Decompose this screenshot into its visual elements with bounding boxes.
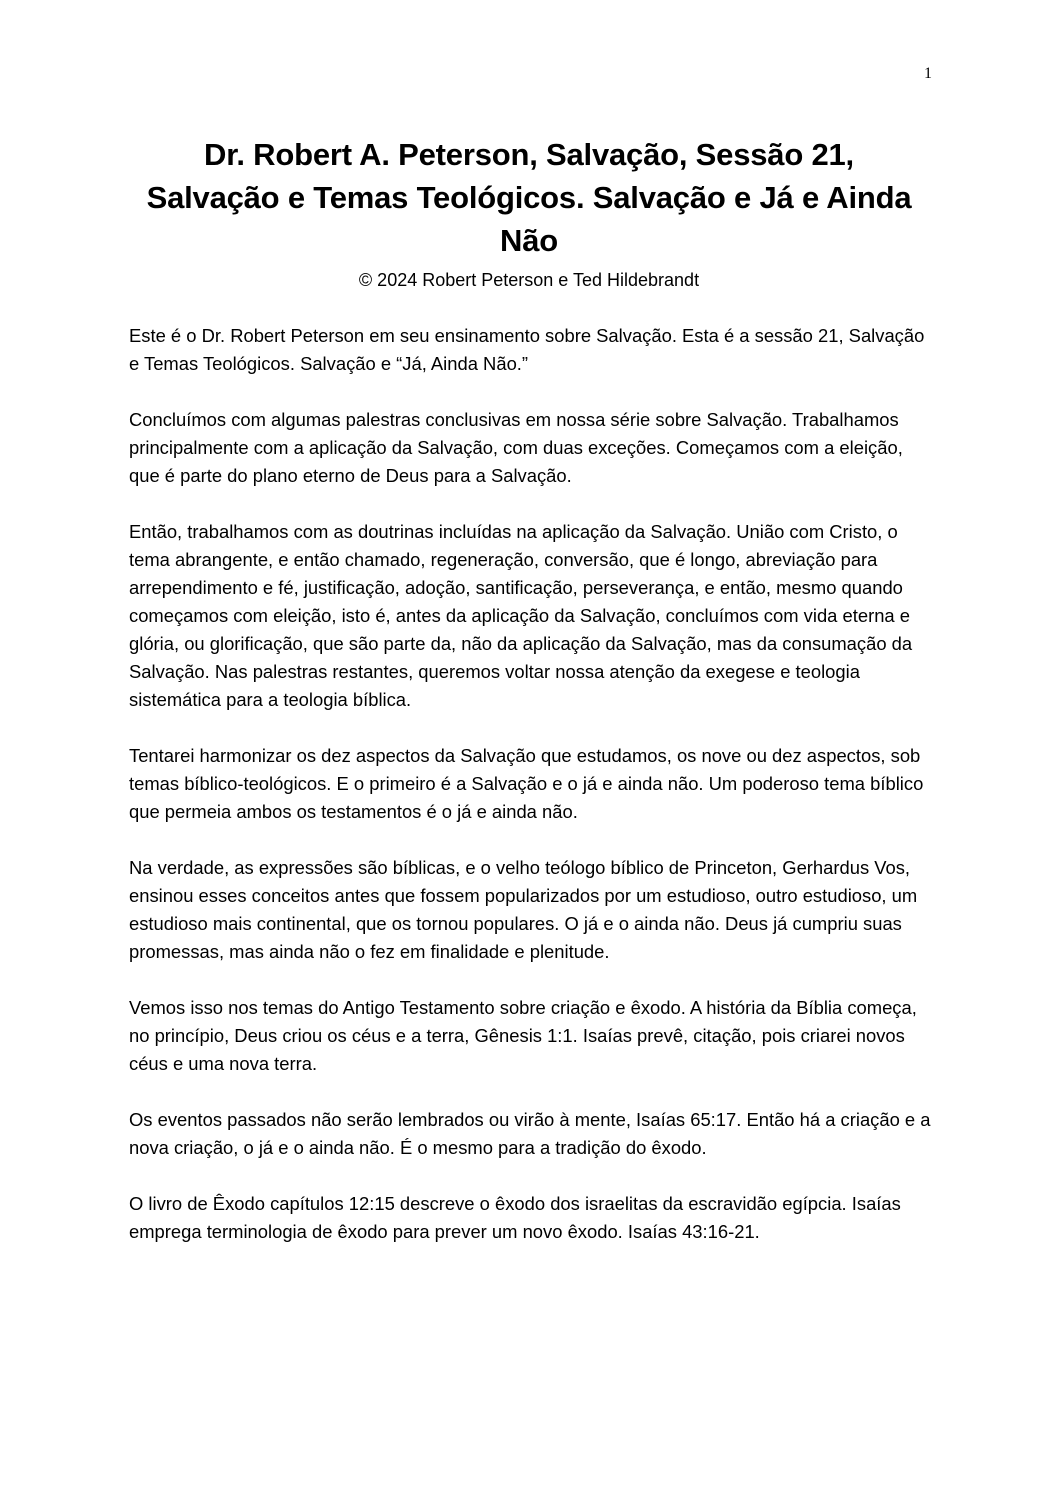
paragraph-5: Na verdade, as expressões são bíblicas, e o velho teólogo bíblico de Princeton, Gerhardus Vos, ensinou esses conceitos antes que fossem popularizados por um estudioso, outro estudioso, um estudioso mais continental, que os tornou populares. O já e o ainda não. Deus já cumpriu suas promessas, mas ainda não o fez em finalidade e plenitude. bbox=[129, 857, 918, 962]
title-line-1: Dr. Robert A. Peterson, Salvação, Sessão 21, bbox=[204, 137, 854, 172]
paragraph-6: Vemos isso nos temas do Antigo Testamento sobre criação e êxodo. A história da Bíblia começa, no princípio, Deus criou os céus e a terra, Gênesis 1:1. Isaías prevê, citação, pois criarei novos céus e uma nova terra. bbox=[129, 997, 917, 1074]
document-body bbox=[129, 322, 937, 1274]
title-line-3: Não bbox=[500, 223, 558, 258]
paragraph-2: Concluímos com algumas palestras conclusivas em nossa série sobre Salvação. Trabalhamos principalmente com a aplicação da Salvação, com duas exceções. Começamos com a eleição, que é parte do plano eterno de Deus para a Salvação. bbox=[129, 409, 903, 486]
paragraph-7: Os eventos passados não serão lembrados ou virão à mente, Isaías 65:17. Então há a criação e a nova criação, o já e o ainda não. É o mesmo para a tradição do êxodo. bbox=[129, 1109, 931, 1158]
copyright-line: © 2024 Robert Peterson e Ted Hildebrandt bbox=[358, 270, 700, 290]
paragraph-4: Tentarei harmonizar os dez aspectos da Salvação que estudamos, os nove ou dez aspectos, sob temas bíblico-teológicos. E o primeiro é a Salvação e o já e ainda não. Um poderoso tema bíblico que permeia ambos os testamentos é o já e ainda não. bbox=[129, 745, 924, 822]
paragraph-1: Este é o Dr. Robert Peterson em seu ensinamento sobre Salvação. Esta é a sessão 21, Salvação e Temas Teológicos. Salvação e “Já, Ainda Não.” bbox=[129, 325, 925, 374]
paragraph-8: O livro de Êxodo capítulos 12:15 descreve o êxodo dos israelitas da escravidão egípcia. Isaías emprega terminologia de êxodo para prever um novo êxodo. Isaías 43:16-21. bbox=[129, 1193, 901, 1242]
paragraph-3: Então, trabalhamos com as doutrinas incluídas na aplicação da Salvação. União com Cristo, o tema abrangente, e então chamado, regeneração, conversão, que é longo, abreviação para arrependimento e fé, justificação, adoção, santificação, perseverança, e então, mesmo quando começamos com eleição, isto é, antes da aplicação da Salvação, concluímos com vida eterna e glória, ou glorificação, que são parte da, não da aplicação da Salvação, mas da consumação da Salvação. Nas palestras restantes, queremos voltar nossa atenção da exegese e teologia sistemática para a teologia bíblica. bbox=[129, 521, 913, 710]
document-title bbox=[110, 133, 948, 262]
page-number: 1 bbox=[924, 65, 932, 82]
title-line-2: Salvação e Temas Teológicos. Salvação e Já e Ainda bbox=[146, 180, 912, 215]
